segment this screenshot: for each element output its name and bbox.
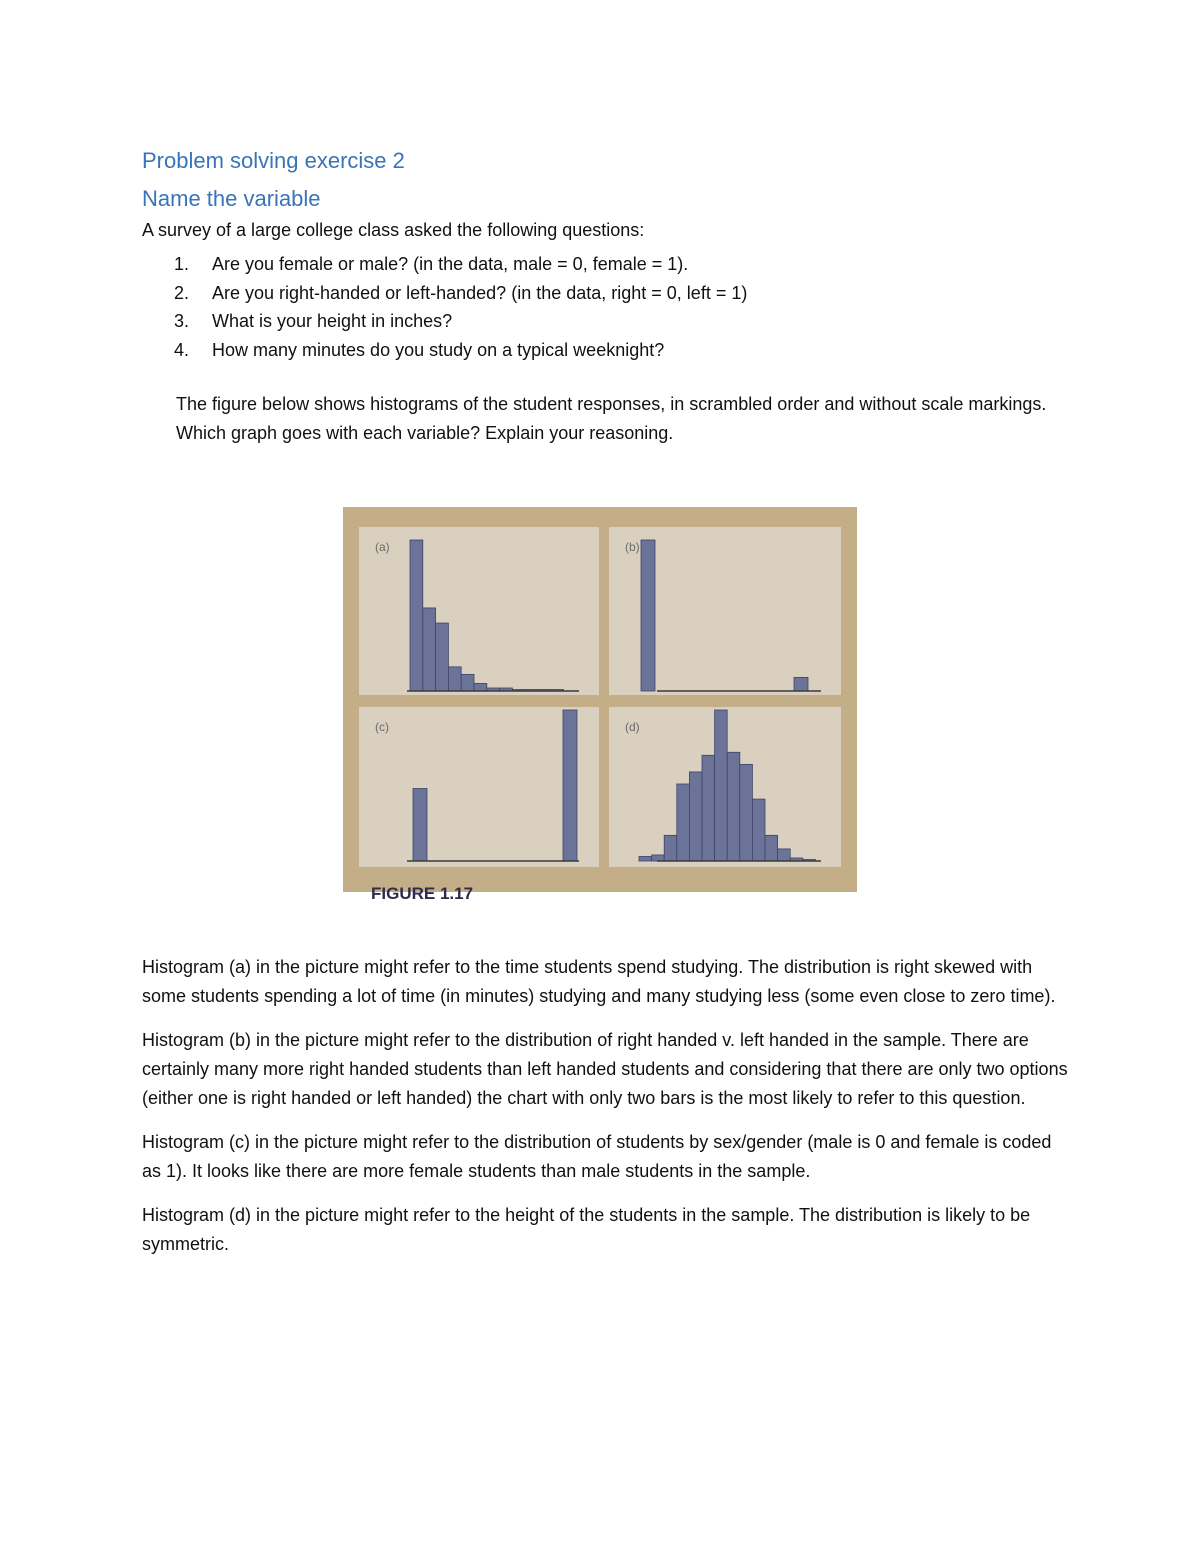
answer-paragraph: Histogram (a) in the picture might refer to the time students spend studying. The distribution is right skewed with some students spending a lot of time (in minutes) studying and many studying less (some even close to zero time). xyxy=(142,957,1056,1006)
panel-label: (b) xyxy=(625,540,640,554)
question-text: Are you female or male? (in the data, male = 0, female = 1). xyxy=(212,254,689,274)
answer-paragraph: Histogram (d) in the picture might refer to the height of the students in the sample. The distribution is likely to be symmetric. xyxy=(142,1205,1031,1254)
histogram-bar xyxy=(765,835,778,861)
histogram-bar xyxy=(715,710,728,861)
list-item xyxy=(142,307,747,336)
question-text: How many minutes do you study on a typical weeknight? xyxy=(212,339,665,360)
histogram-figure-photo xyxy=(343,507,857,903)
histogram-bar xyxy=(448,667,461,691)
histogram-bar xyxy=(413,789,427,861)
histogram-panel xyxy=(359,527,599,695)
list-item xyxy=(142,279,747,308)
histogram-bar xyxy=(740,764,753,861)
histogram-bar xyxy=(752,799,765,861)
list-number: 1. xyxy=(174,254,190,274)
histogram-bar xyxy=(641,540,655,691)
list-item xyxy=(142,336,747,365)
histogram-bar xyxy=(639,856,652,861)
answer-paragraph: Histogram (c) in the picture might refer to the distribution of students by sex/gender (male is 0 and female is coded as 1). It looks like there are more female students than male students in the sample. xyxy=(142,1132,1052,1181)
figure-prompt: The figure below shows histograms of the student responses, in scrambled order and without scale markings. Which graph goes with each variable? Explain your reasoning. xyxy=(176,394,1047,443)
histogram-bar xyxy=(689,772,702,861)
histogram-bar xyxy=(778,849,791,861)
question-list xyxy=(142,250,747,364)
histogram-bar xyxy=(677,784,690,861)
intro-text: A survey of a large college class asked the following questions: xyxy=(142,220,645,240)
answer-paragraph: Histogram (b) in the picture might refer to the distribution of right handed v. left handed in the sample. There are certainly many more right handed students than left handed students and considering that there are only two options (either one is right handed or left handed) the chart with only two bars is the most likely to refer to this question. xyxy=(142,1030,1068,1108)
histogram-bar xyxy=(563,710,577,861)
histogram-bar xyxy=(474,683,487,691)
question-text: What is your height in inches? xyxy=(212,311,453,331)
histogram-bar xyxy=(727,752,740,861)
histogram-bar xyxy=(794,677,808,691)
panel-label: (a) xyxy=(375,540,390,554)
list-item xyxy=(142,250,747,279)
figure-caption: FIGURE 1.17 xyxy=(371,884,474,903)
histogram-bar xyxy=(423,608,436,691)
list-number: 4. xyxy=(174,339,190,360)
list-number: 2. xyxy=(174,282,190,303)
histogram-bar xyxy=(410,540,423,691)
page-title: Problem solving exercise 2 xyxy=(142,148,405,173)
histogram-bar xyxy=(461,674,474,691)
answers-section xyxy=(142,953,1072,1274)
histogram-bar xyxy=(652,855,665,861)
panel-label: (d) xyxy=(625,720,640,734)
histogram-figure xyxy=(343,507,857,903)
section-heading: Name the variable xyxy=(142,186,321,211)
panel-label: (c) xyxy=(375,720,389,734)
question-text: Are you right-handed or left-handed? (in the data, right = 0, left = 1) xyxy=(212,282,748,303)
histogram-bar xyxy=(664,835,677,861)
histogram-bar xyxy=(702,755,715,861)
histogram-bar xyxy=(436,623,449,691)
list-number: 3. xyxy=(174,311,190,331)
